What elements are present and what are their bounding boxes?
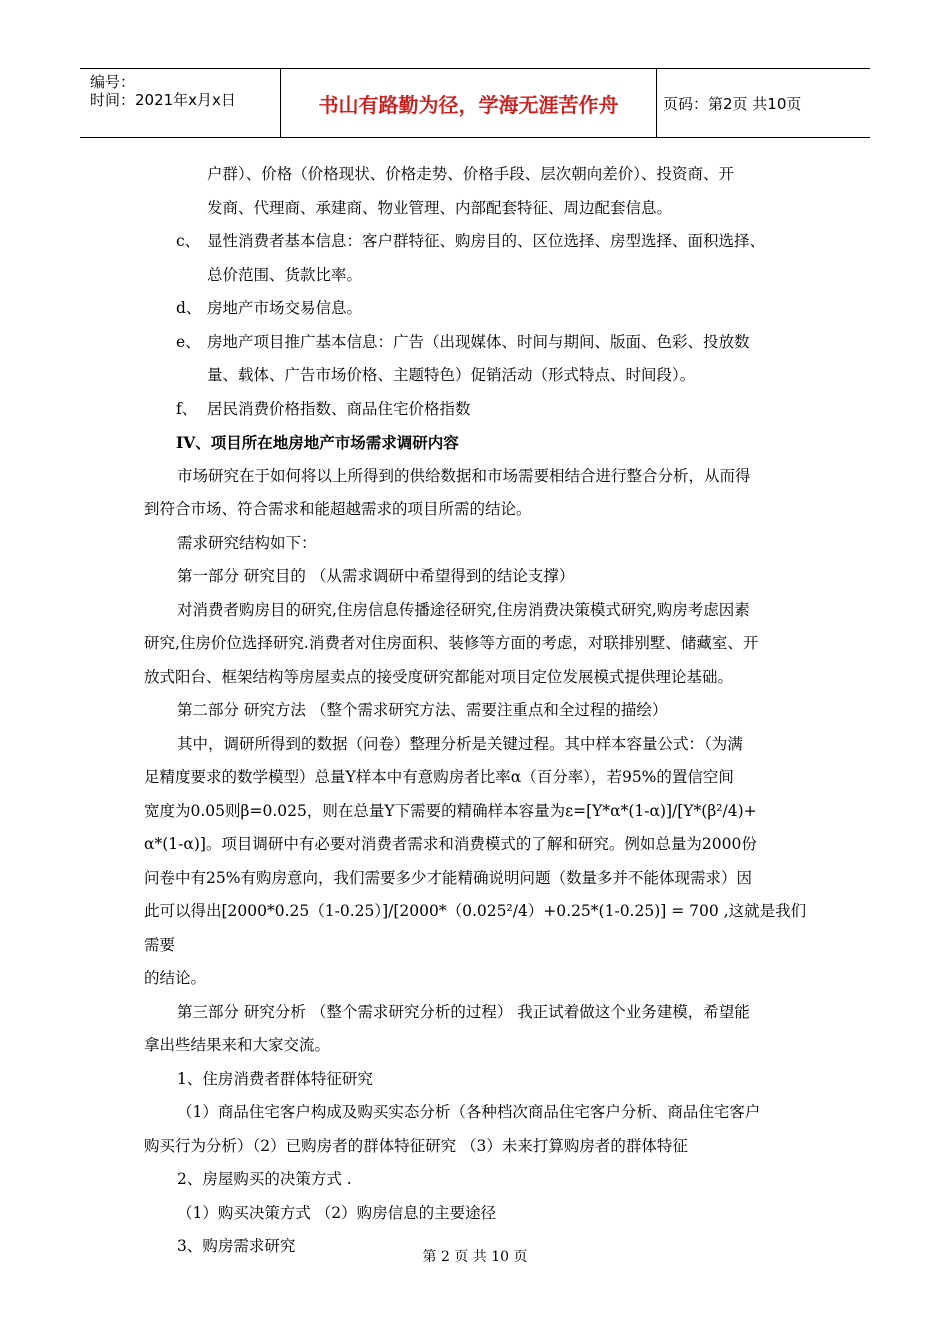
continued-line: 户群）、价格（价格现状、价格走势、价格手段、层次朝向差价）、投资商、开 — [207, 165, 735, 183]
paragraph-line: α*(1-α)]。项目调研中有必要对消费者需求和消费模式的了解和研究。例如总量为2000份 — [144, 835, 757, 853]
paragraph-line: 到符合市场、符合需求和能超越需求的项目所需的结论。 — [144, 500, 532, 518]
list-item-c — [144, 225, 812, 259]
paragraph-line: 问卷中有25%有购房意向，我们需要多少才能精确说明问题（数量多并不能体现需求）因 — [144, 868, 752, 887]
number-label: 编号： — [90, 73, 136, 91]
subsection-title: 2、房屋购买的决策方式 . — [177, 1170, 352, 1188]
part-title: 第二部分 研究方法 （整个需求研究方法、需要注重点和全过程的描绘） — [177, 701, 668, 719]
list-label: d、 — [176, 299, 202, 317]
subsection-title: 3、购房需求研究 — [177, 1237, 296, 1255]
paragraph-line: 其中，调研所得到的数据（问卷）整理分析是关键过程。其中样本容量公式：（为满 — [177, 734, 743, 753]
page-footer: 第 2 页 共 10 页 — [422, 1249, 528, 1265]
list-label: f、 — [176, 399, 198, 418]
document-body — [144, 158, 812, 1264]
header-meta — [80, 69, 281, 137]
paragraph-line: 的结论。 — [144, 969, 207, 987]
paragraph-line: 市场研究在于如何将以上所得到的供给数据和市场需要相结合进行整合分析，从而得 — [177, 466, 751, 485]
list-text-continued: 总价范围、货款比率。 — [207, 265, 363, 284]
paragraph-line: 拿出些结果来和大家交流。 — [144, 1036, 331, 1054]
list-text: 房地产市场交易信息。 — [207, 299, 363, 317]
list-text: 房地产项目推广基本信息：广告（出现媒体、时间与期间、版面、色彩、投放数 — [207, 332, 750, 351]
paragraph-line: 购买行为分析）（2）已购房者的群体特征研究 （3）未来打算购房者的群体特征 — [144, 1136, 688, 1155]
list-item-d — [144, 292, 812, 326]
paragraph-line: （1）商品住宅客户构成及购买实态分析（各种档次商品住宅客户分析、商品住宅客户 — [177, 1103, 761, 1121]
list-text: 显性消费者基本信息：客户群特征、购房目的、区位选择、房型选择、面积选择、 — [207, 232, 766, 250]
header-page-info: 页码：第2页 共10页 — [663, 94, 802, 113]
list-item-f — [144, 393, 812, 427]
section-title: IV、项目所在地房地产市场需求调研内容 — [176, 433, 459, 452]
continued-line: 发商、代理商、承建商、物业管理、内部配套特征、周边配套信息。 — [207, 198, 673, 217]
part-title: 第三部分 研究分析 （整个需求研究分析的过程） 我正试着做这个业务建模，希望能 — [177, 1002, 750, 1021]
header-motto: 书山有路勤为径，学海无涯苦作舟 — [281, 69, 657, 137]
list-item-e — [144, 326, 812, 360]
time-label: 时间：2021年x月x日 — [90, 91, 236, 109]
list-text: 居民消费价格指数、商品住宅价格指数 — [207, 399, 471, 418]
subsection-title: 1、住房消费者群体特征研究 — [177, 1069, 373, 1088]
list-text-continued: 量、载体、广告市场价格、主题特色）促销活动（形式特点、时间段）。 — [207, 366, 696, 384]
paragraph-line: （1）购买决策方式 （2）购房信息的主要途径 — [177, 1203, 497, 1222]
paragraph-line: 研究,住房价位选择研究.消费者对住房面积、装修等方面的考虑，对联排别墅、储藏室、开 — [144, 634, 759, 652]
paragraph-line: 宽度为0.05则β=0.025，则在总量Y下需要的精确样本容量为ε=[Y*α*(1-α)]/[Y*(β²/4)+ — [144, 801, 757, 820]
page-header — [80, 68, 870, 138]
paragraph-line: 足精度要求的数学模型）总量Y样本中有意购房者比率α（百分率），若95%的置信空间 — [144, 768, 734, 786]
part-title: 第一部分 研究目的 （从需求调研中希望得到的结论支撑） — [177, 567, 575, 585]
paragraph-line: 此可以得出[2000*0.25（1-0.25）]/[2000*（0.025²/4）+0.25*(1-0.25)] = 700 ,这就是我们需要 — [144, 902, 807, 954]
paragraph-line: 对消费者购房目的研究,住房信息传播途径研究,住房消费决策模式研究,购房考虑因素 — [177, 600, 750, 619]
list-label: e、 — [176, 332, 201, 351]
paragraph-line: 放式阳台、框架结构等房屋卖点的接受度研究都能对项目定位发展模式提供理论基础。 — [144, 667, 734, 686]
list-label: c、 — [176, 232, 201, 250]
paragraph-line: 需求研究结构如下： — [177, 533, 317, 552]
